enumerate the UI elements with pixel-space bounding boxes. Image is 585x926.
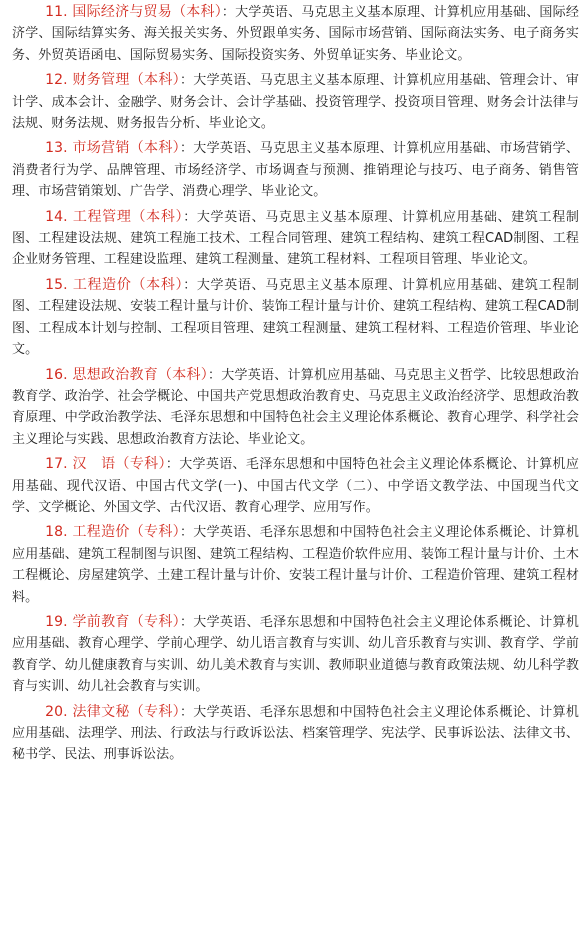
major-entry-chinese-language xyxy=(12,454,579,518)
course-list: 大学英语、马克思主义基本原理、计算机应用基础、管理会计、审计学、成本会计、金融学、财务会计、会计学基础、投资管理学、投资项目管理、财务会计法律与法规、财务法规、财务报告分析、毕业论文。 xyxy=(12,73,579,132)
major-title: 工程造价（专科） xyxy=(72,524,180,541)
major-entry-preschool-education xyxy=(12,612,579,698)
major-heading xyxy=(45,4,222,20)
major-title: 工程管理（本科） xyxy=(72,208,184,225)
course-list: 大学英语、毛泽东思想和中国特色社会主义理论体系概论、计算机应用基础、教育心理学、学前心理学、幼儿语言教育与实训、幼儿音乐教育与实训、教育学、学前教育学、幼儿健康教育与实训、幼儿美术教育与实训、教师职业道德与教育政策法规、幼儿科学教育与实训、幼儿社会教育与实训。 xyxy=(12,614,579,695)
major-number: 11. xyxy=(45,4,68,20)
major-title: 思想政治教育（本科） xyxy=(72,366,208,383)
major-number: 13. xyxy=(45,140,68,157)
major-number: 15. xyxy=(45,276,68,293)
major-heading xyxy=(45,524,180,540)
major-entry-ideological-education xyxy=(12,365,579,451)
major-entry-engineering-cost-bachelor xyxy=(12,275,579,361)
heading-separator: ： xyxy=(179,704,194,720)
heading-separator: ： xyxy=(179,525,194,541)
major-heading xyxy=(45,367,208,383)
major-entry-engineering-cost-associate xyxy=(12,522,579,608)
course-list: 大学英语、计算机应用基础、马克思主义哲学、比较思想政治教育学、政治学、社会学概论、中国共产党思想政治教育史、马克思主义政治经济学、思想政治教育原理、中学政治教学法、毛泽东思想和中国特色社会主义理论体系概论、教育心理学、科学社会主义理论与实践、思想政治教育方法论、毕业论文。 xyxy=(12,367,580,447)
major-title: 财务管理（本科） xyxy=(72,72,180,89)
major-number: 19. xyxy=(45,613,68,630)
major-entry-international-trade xyxy=(12,2,579,66)
major-heading xyxy=(45,614,180,630)
major-heading xyxy=(45,456,166,472)
heading-separator: ： xyxy=(179,141,194,157)
heading-separator: ： xyxy=(183,209,197,225)
major-title: 汉 语（专科） xyxy=(72,456,166,473)
heading-separator: ： xyxy=(165,457,180,473)
major-number: 20. xyxy=(45,703,68,720)
heading-separator: ： xyxy=(179,614,194,630)
major-heading xyxy=(45,277,183,293)
major-entry-engineering-management xyxy=(12,207,579,271)
major-number: 18. xyxy=(45,524,68,541)
heading-separator: ： xyxy=(183,277,197,293)
major-number: 17. xyxy=(45,456,68,473)
major-number: 14. xyxy=(45,208,68,225)
major-heading xyxy=(45,72,180,88)
major-number: 16. xyxy=(45,366,68,383)
heading-separator: ： xyxy=(208,367,222,383)
major-heading xyxy=(45,209,183,225)
major-entry-marketing xyxy=(12,138,579,202)
heading-separator: ： xyxy=(179,73,194,89)
major-number: 12. xyxy=(45,72,68,89)
course-list: 大学英语、毛泽东思想和中国特色社会主义理论体系概论、计算机应用基础、现代汉语、中国古代文学(一)、中国古代文学（二）、中学语文教学法、中国现当代文学、文学概论、外国文学、古代汉语、教育心理学、应用写作。 xyxy=(12,457,579,515)
major-title: 市场营销（本科） xyxy=(72,140,180,157)
course-list: 大学英语、毛泽东思想和中国特色社会主义理论体系概论、计算机应用基础、法理学、刑法、行政法与行政诉讼法、档案管理学、宪法学、民事诉讼法、法律文书、秘书学、民法、刑事诉讼法。 xyxy=(12,704,579,763)
major-title: 工程造价（本科） xyxy=(72,276,184,293)
major-title: 学前教育（专科） xyxy=(72,613,180,630)
course-list: 大学英语、马克思主义基本原理、计算机应用基础、市场营销学、消费者行为学、品牌管理、市场经济学、市场调查与预测、推销理论与技巧、电子商务、销售管理、市场营销策划、广告学、消费心理学、毕业论文。 xyxy=(12,141,579,200)
major-heading xyxy=(45,140,180,156)
course-list: 大学英语、毛泽东思想和中国特色社会主义理论体系概论、计算机应用基础、建筑工程制图与识图、建筑工程结构、工程造价软件应用、装饰工程计量与计价、土木工程概论、房屋建筑学、土建工程计量与计价、安装工程计量与计价、工程造价管理、建筑工程材料。 xyxy=(12,525,579,605)
course-list: 大学英语、马克思主义基本原理、计算机应用基础、建筑工程制图、工程建设法规、建筑工程施工技术、工程合同管理、建筑工程结构、建筑工程CAD制图、工程企业财务管理、工程建设监理、建筑工程测量、建筑工程材料、工程项目管理、毕业论文。 xyxy=(12,209,579,268)
major-title: 国际经济与贸易（本科） xyxy=(72,4,222,20)
heading-separator: ： xyxy=(221,5,236,20)
course-list: 大学英语、马克思主义基本原理、计算机应用基础、国际经济学、国际结算实务、海关报关实务、外贸跟单实务、国际市场营销、国际商法实务、电子商务实务、外贸英语函电、国际贸易实务、国际投资实务、外贸单证实务、毕业论文。 xyxy=(12,5,579,63)
major-heading xyxy=(45,704,180,720)
major-entry-legal-secretary xyxy=(12,702,579,766)
major-title: 法律文秘（专科） xyxy=(72,703,180,720)
major-entry-financial-management xyxy=(12,70,579,134)
course-list: 大学英语、马克思主义基本原理、计算机应用基础、建筑工程制图、工程建设法规、安装工程计量与计价、装饰工程计量与计价、建筑工程结构、建筑工程CAD制图、工程成本计划与控制、工程项目管理、建筑工程测量、建筑工程材料、工程造价管理、毕业论文。 xyxy=(12,277,579,358)
